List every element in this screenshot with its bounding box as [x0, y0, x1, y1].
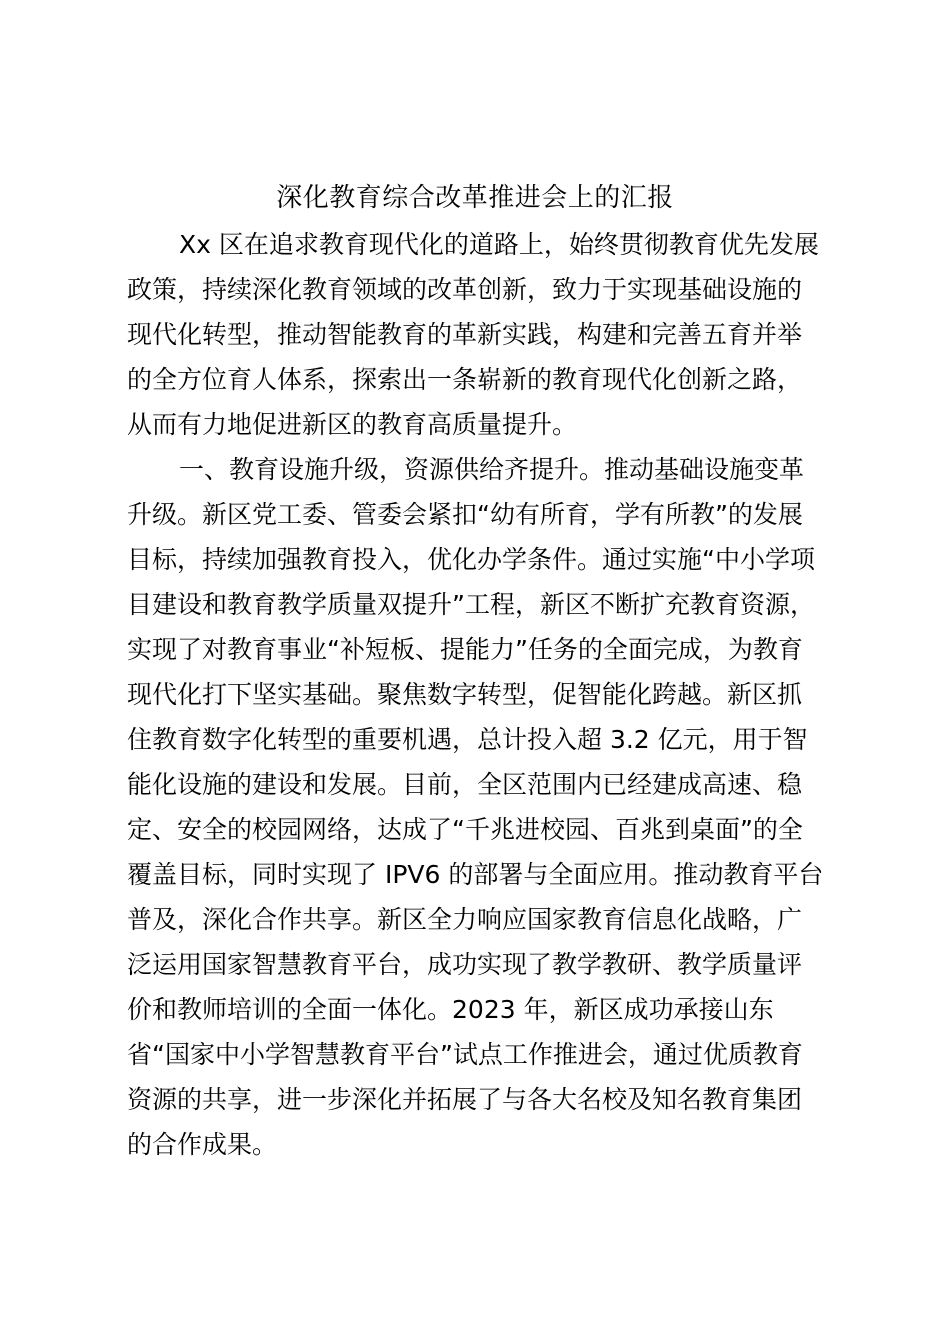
- paragraph-line: 现代化转型，推动智能教育的革新实践，构建和完善五育并举: [127, 320, 803, 349]
- paragraph-line: 一、教育设施升级，资源供给齐提升。推动基础设施变革: [179, 455, 805, 484]
- paragraph-line: 的合作成果。: [127, 1130, 278, 1159]
- paragraph-line: 泛运用国家智慧教育平台，成功实现了教学教研、教学质量评: [127, 950, 803, 979]
- paragraph-line: 政策，持续深化教育领域的改革创新，致力于实现基础设施的: [127, 275, 803, 304]
- paragraph-line: Xx 区在追求教育现代化的道路上，始终贯彻教育优先发展: [179, 230, 819, 259]
- paragraph-line: 升级。新区党工委、管委会紧扣“幼有所育，学有所教”的发展: [127, 500, 803, 529]
- paragraph-line: 现代化打下坚实基础。聚焦数字转型，促智能化跨越。新区抓: [127, 680, 803, 709]
- paragraph-line: 资源的共享，进一步深化并拓展了与各大名校及知名教育集团: [127, 1085, 803, 1114]
- paragraph-line: 实现了对教育事业“补短板、提能力”任务的全面完成，为教育: [127, 635, 803, 664]
- paragraph-line: 目标，持续加强教育投入，优化办学条件。通过实施“中小学项: [127, 545, 815, 574]
- document-title: 深化教育综合改革推进会上的汇报: [276, 183, 674, 213]
- paragraph-line: 普及，深化合作共享。新区全力响应国家教育信息化战略，广: [127, 905, 803, 934]
- paragraph-line: 住教育数字化转型的重要机遇，总计投入超 3.2 亿元，用于智: [127, 725, 808, 754]
- paragraph-line: 定、安全的校园网络，达成了“千兆进校园、百兆到桌面”的全: [127, 815, 803, 844]
- paragraph-line: 目建设和教育教学质量双提升”工程，新区不断扩充教育资源，: [127, 590, 815, 619]
- paragraph-line: 的全方位育人体系，探索出一条崭新的教育现代化创新之路，: [127, 365, 803, 394]
- paragraph-line: 省“国家中小学智慧教育平台”试点工作推进会，通过优质教育: [127, 1040, 803, 1069]
- paragraph-line: 覆盖目标，同时实现了 IPV6 的部署与全面应用。推动教育平台: [127, 860, 824, 889]
- paragraph-line: 能化设施的建设和发展。目前，全区范围内已经建成高速、稳: [127, 770, 803, 799]
- paragraph-section-one: [127, 447, 832, 1167]
- paragraph-line: 价和教师培训的全面一体化。2023 年，新区成功承接山东: [127, 995, 774, 1024]
- paragraph-line: 从而有力地促进新区的教育高质量提升。: [127, 410, 578, 439]
- paragraph-intro: [127, 222, 832, 447]
